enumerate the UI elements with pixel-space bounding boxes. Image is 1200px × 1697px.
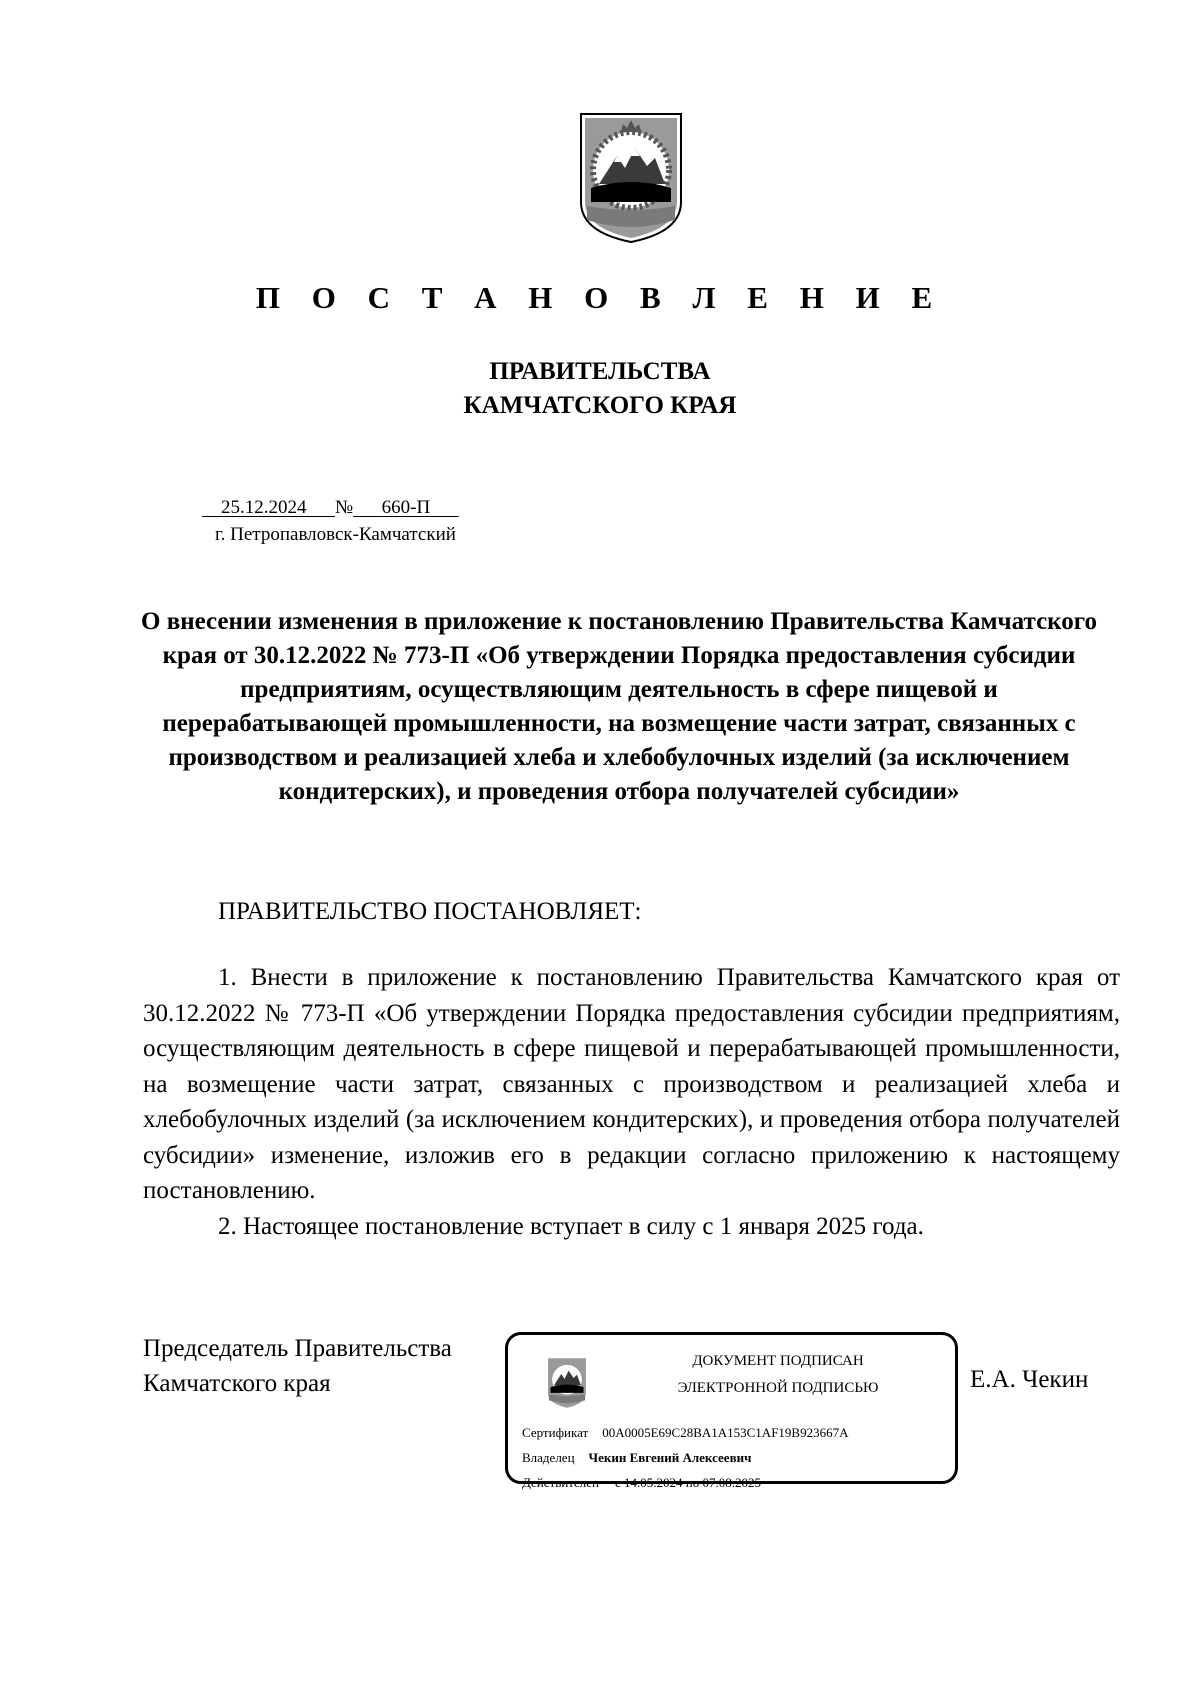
certificate-row — [522, 1425, 848, 1441]
document-date: 25.12.2024 — [221, 497, 307, 518]
document-number: 660-П — [381, 497, 431, 518]
validity-value: с 14.05.2024 по 07.08.2025 — [614, 1475, 761, 1490]
signatory-position — [143, 1331, 452, 1401]
owner-value: Чекин Евгений Алексеевич — [588, 1450, 752, 1465]
position-line-1: Председатель Правительства — [143, 1335, 452, 1362]
certificate-label: Сертификат — [522, 1425, 589, 1440]
electronic-signature-stamp — [505, 1332, 958, 1490]
document-body — [143, 960, 1120, 1244]
position-line-2: Камчатского края — [143, 1370, 331, 1397]
authority-line-1: ПРАВИТЕЛЬСТВА — [489, 358, 711, 385]
validity-row — [522, 1475, 761, 1491]
issuing-authority — [0, 355, 1200, 423]
registration-line — [202, 497, 459, 519]
stamp-heading — [613, 1348, 943, 1402]
certificate-value: 00A0005E69C28BA1A153C1AF19B923667A — [602, 1425, 849, 1440]
paragraph-1: 1. Внести в приложение к постановлению Правительства Камчатского края от 30.12.2022 № 773-П «Об утверждении Порядка предоставления субсидии предприятиям, осуществляющим деятельность в сфере пищевой и перерабатывающей промышленности, на возмещение части затрат, связанных с производством и реализацией хлеба и хлебобулочных изделий (за исключением кондитерских), и проведения отбора получателей субсидии» изменение, изложив его в редакции согласно приложению к настоящему постановлению. — [143, 964, 1120, 1204]
city: г. Петропавловск-Камчатский — [215, 524, 456, 545]
coat-of-arms-emblem — [577, 110, 685, 246]
stamp-emblem-icon — [544, 1355, 590, 1411]
number-sign: № — [335, 497, 354, 518]
authority-line-2: КАМЧАТСКОГО КРАЯ — [463, 392, 737, 419]
stamp-heading-line-2: ЭЛЕКТРОННОЙ ПОДПИСЬЮ — [677, 1380, 879, 1396]
owner-label: Владелец — [522, 1450, 575, 1465]
document-subject: О внесении изменения в приложение к постановлению Правительства Камчатского края от 30.12.2022 № 773-П «Об утверждении Порядка предоставления субсидии предприятиям, осуществляющим деятельность в сфере пищевой и перерабатывающей промышленности, на возмещение части затрат, связанных с производством и реализацией хлеба и хлебобулочных изделий (за исключением кондитерских), и проведения отбора получателей субсидии» — [141, 608, 1097, 805]
owner-row — [522, 1450, 751, 1466]
paragraph-2: 2. Настоящее постановление вступает в силу с 1 января 2025 года. — [218, 1212, 924, 1240]
validity-label: Действителен — [522, 1475, 599, 1490]
signatory-name: Е.А. Чекин — [970, 1366, 1089, 1393]
decree-heading: ПРАВИТЕЛЬСТВО ПОСТАНОВЛЯЕТ: — [218, 898, 642, 925]
stamp-heading-line-1: ДОКУМЕНТ ПОДПИСАН — [692, 1353, 864, 1369]
document-type-title: П О С Т А Н О В Л Е Н И Е — [255, 280, 945, 315]
